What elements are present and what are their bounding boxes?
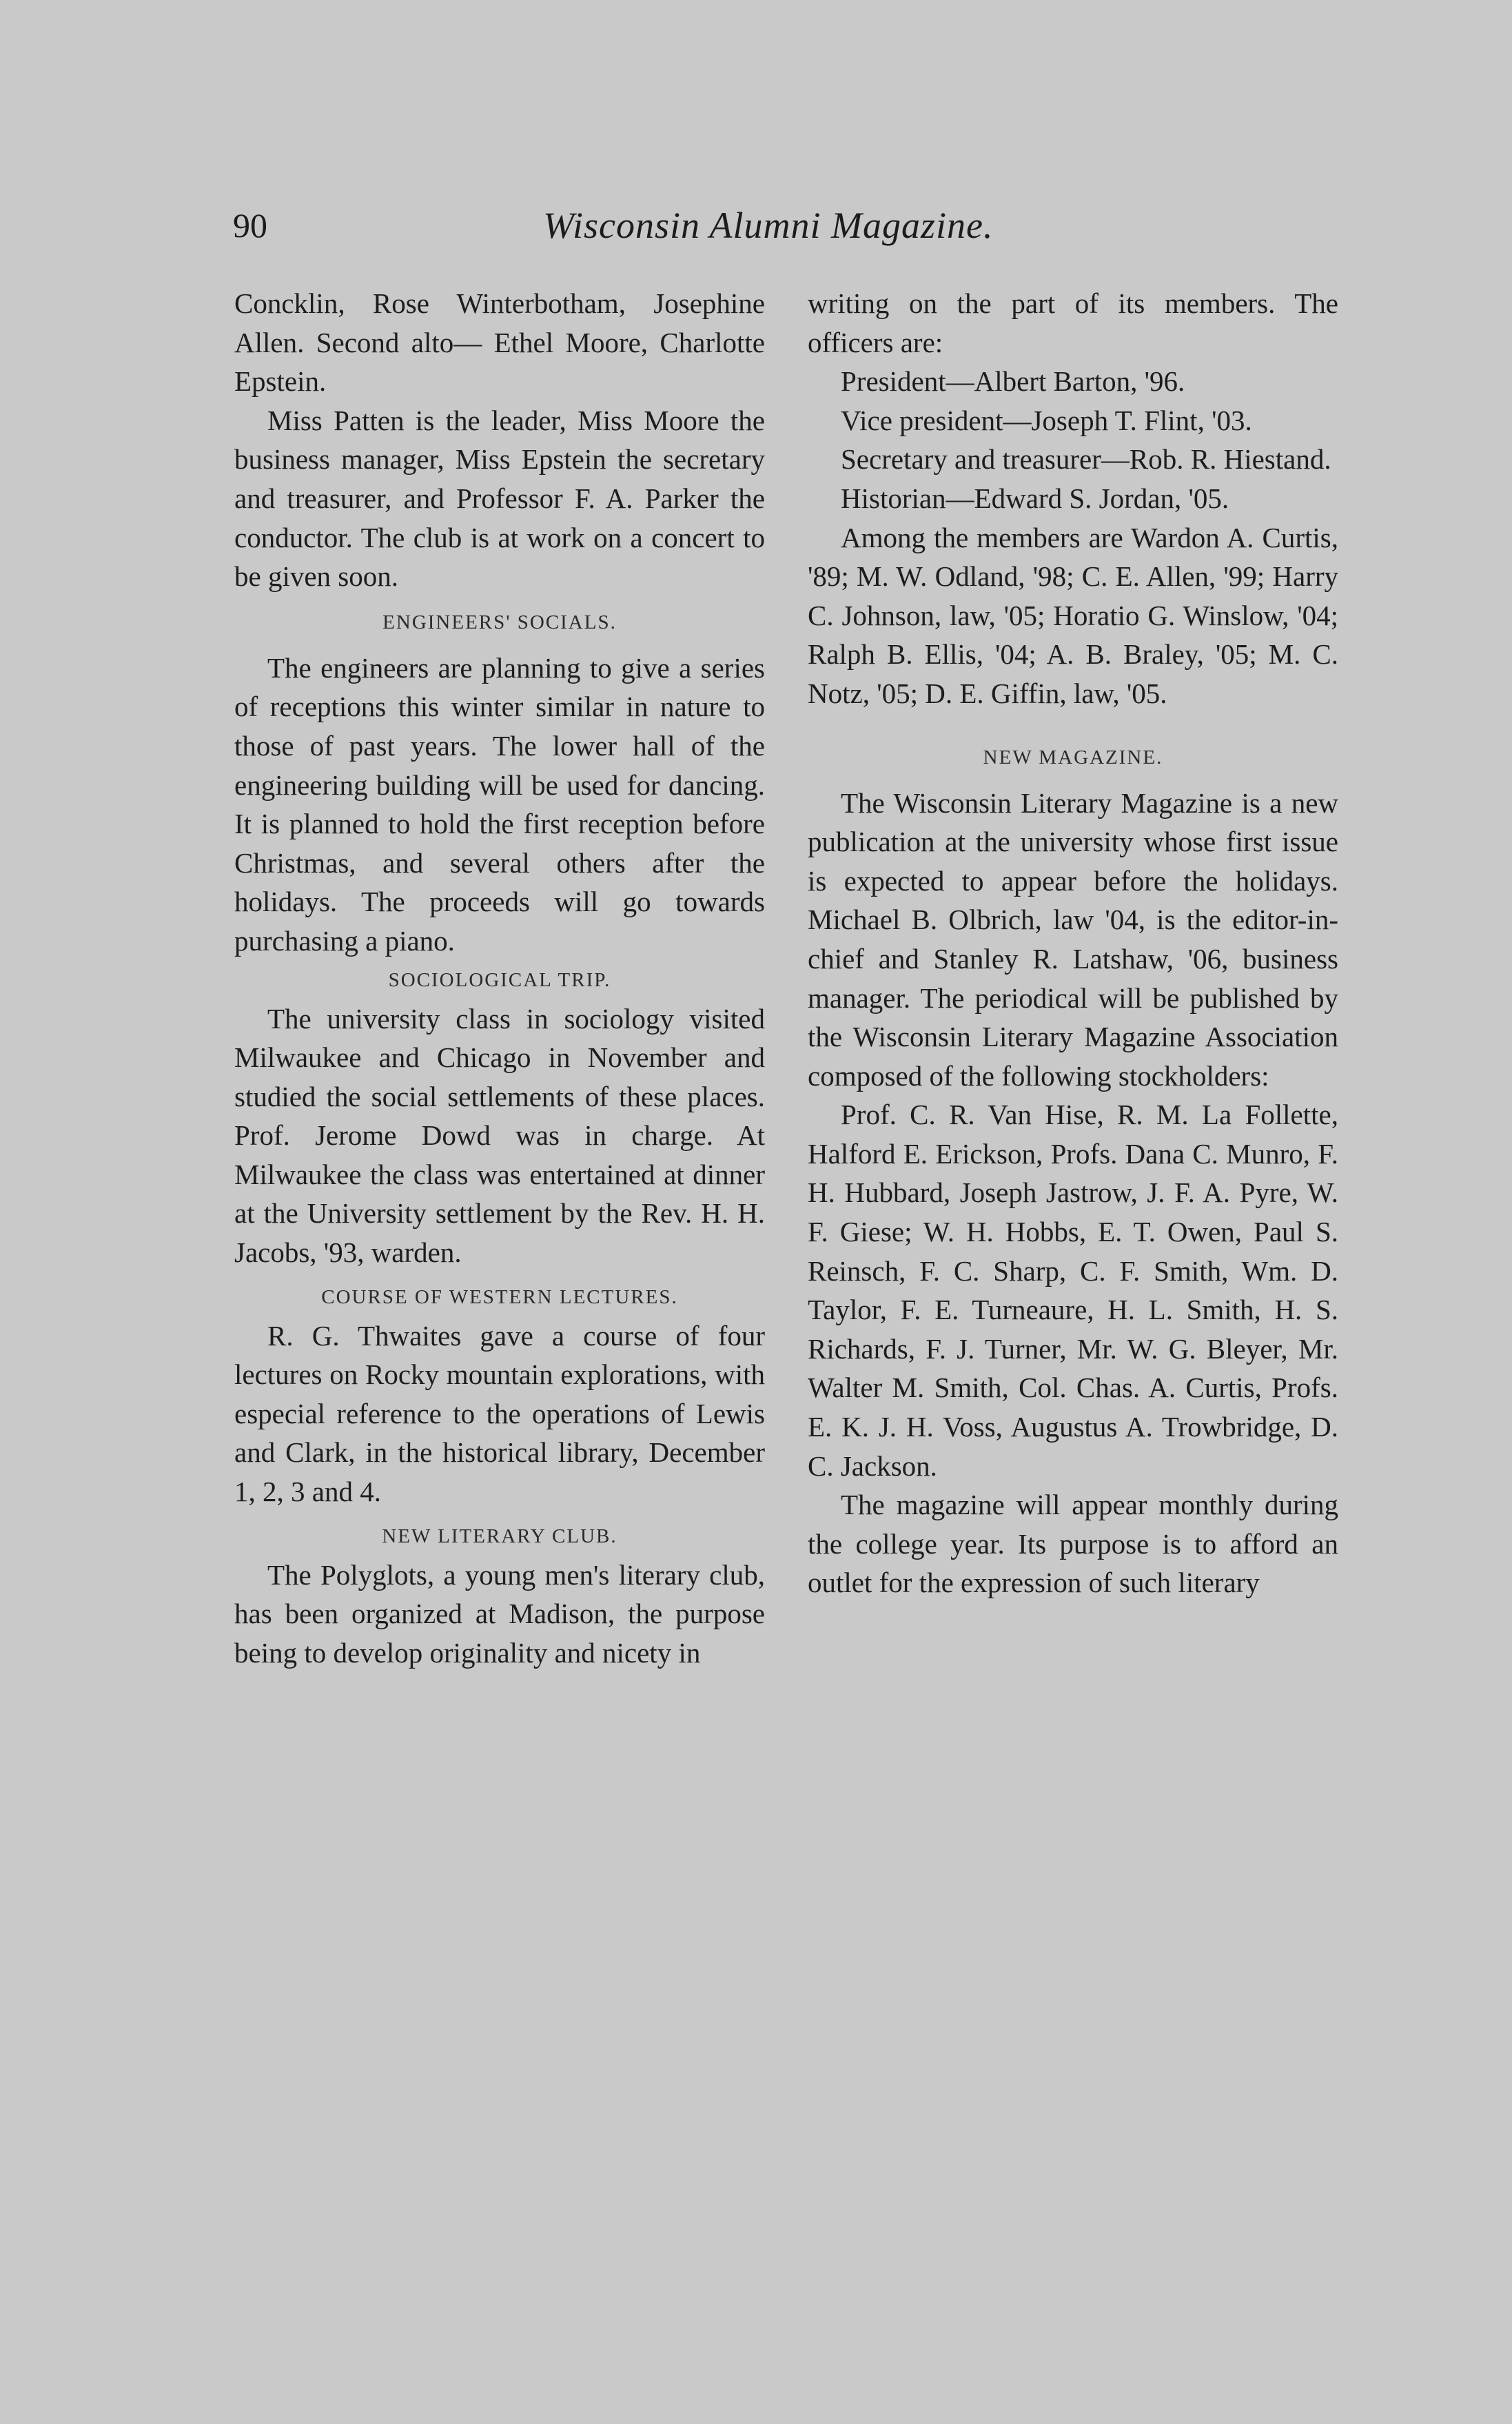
paragraph-continuation: Concklin, Rose Winterbotham, Josephine Allen. Second alto— Ethel Moore, Charlotte Epstein. bbox=[234, 287, 765, 398]
paragraph-new-magazine: The Wisconsin Literary Magazine is a new publication at the university whose first issue is expected to appear before the holidays. Michael B. Olbrich, law '04, is the editor-in-chief and Stanley R. Latshaw, '06, business manager. The periodical will be published by the Wisconsin Literary Magazine Association composed of the following stockholders: bbox=[808, 786, 1338, 1092]
right-column bbox=[808, 284, 1338, 1602]
page-header bbox=[233, 201, 1267, 256]
left-column bbox=[234, 284, 765, 1672]
paragraph-literary-club: The Polyglots, a young men's literary club, has been organized at Madison, the purpose being to develop originality and nicety in bbox=[234, 1558, 765, 1669]
officer-secretary: Secretary and treasurer—Rob. R. Hiestand. bbox=[841, 443, 1331, 476]
officer-vice-president: Vice president—Joseph T. Flint, '03. bbox=[841, 404, 1252, 436]
paragraph-glee-club: Miss Patten is the leader, Miss Moore the business manager, Miss Epstein the secretary and treasurer, and Professor F. A. Parker the conductor. The club is at work on a concert to be given soon. bbox=[234, 404, 765, 593]
paragraph-engineers: The engineers are planning to give a series of receptions this winter similar in nature to those of past years. The lower hall of the engineering building will be used for dancing. It is planned to hold the first reception before Christmas, and several others after the holidays. The proceeds will go towards purchasing a piano. bbox=[234, 651, 765, 957]
officer-historian: Historian—Edward S. Jordan, '05. bbox=[841, 482, 1229, 514]
section-heading-literary-club: NEW LITERARY CLUB. bbox=[382, 1525, 617, 1547]
paragraph-members: Among the members are Wardon A. Curtis, '89; M. W. Odland, '98; C. E. Allen, '99; Harry C. Johnson, law, '05; Horatio G. Winslow, '04; Ralph B. Ellis, '04; A. B. Braley, '05; M. C. Notz, '05; D. E. Giffin, law, '05. bbox=[808, 521, 1338, 709]
officer-president: President—Albert Barton, '96. bbox=[841, 365, 1185, 398]
section-heading-sociological: SOCIOLOGICAL TRIP. bbox=[388, 968, 611, 991]
page-number: 90 bbox=[233, 206, 267, 245]
section-heading-engineers: ENGINEERS' SOCIALS. bbox=[382, 611, 617, 633]
paragraph-western-lectures: R. G. Thwaites gave a course of four lectures on Rocky mountain explorations, with especial reference to the operations of Lewis and Clark, in the historical library, December 1, 2, 3 and 4. bbox=[234, 1319, 765, 1508]
section-heading-western-lectures: COURSE OF WESTERN LECTURES. bbox=[321, 1285, 678, 1308]
paragraph-sociological: The university class in sociology visited Milwaukee and Chicago in November and studied the social settlements of these places. Prof. Jerome Dowd was in charge. At Milwaukee the class was entertained at dinner at the University settlement by the Rev. H. H. Jacobs, '93, warden. bbox=[234, 1002, 765, 1269]
paragraph-magazine-appear: The magazine will appear monthly during the college year. Its purpose is to afford an outlet for the expression of such literary bbox=[808, 1489, 1338, 1599]
section-heading-new-magazine: NEW MAGAZINE. bbox=[983, 746, 1163, 768]
paragraph-stockholders: Prof. C. R. Van Hise, R. M. La Follette, Halford E. Erickson, Profs. Dana C. Munro, F. H. Hubbard, Joseph Jastrow, J. F. A. Pyre, W. F. Giese; W. H. Hobbs, E. T. Owen, Paul S. Reinsch, F. C. Sharp, C. F. Smith, Wm. D. Taylor, F. E. Turneaure, H. L. Smith, H. S. Richards, F. J. Turner, Mr. W. G. Bleyer, Mr. Walter M. Smith, Col. Chas. A. Curtis, Profs. E. K. J. H. Voss, Augustus A. Trowbridge, D. C. Jackson. bbox=[808, 1099, 1338, 1482]
paragraph-continuation-right: writing on the part of its members. The officers are: bbox=[808, 287, 1338, 358]
running-title: Wisconsin Alumni Magazine. bbox=[543, 205, 994, 246]
